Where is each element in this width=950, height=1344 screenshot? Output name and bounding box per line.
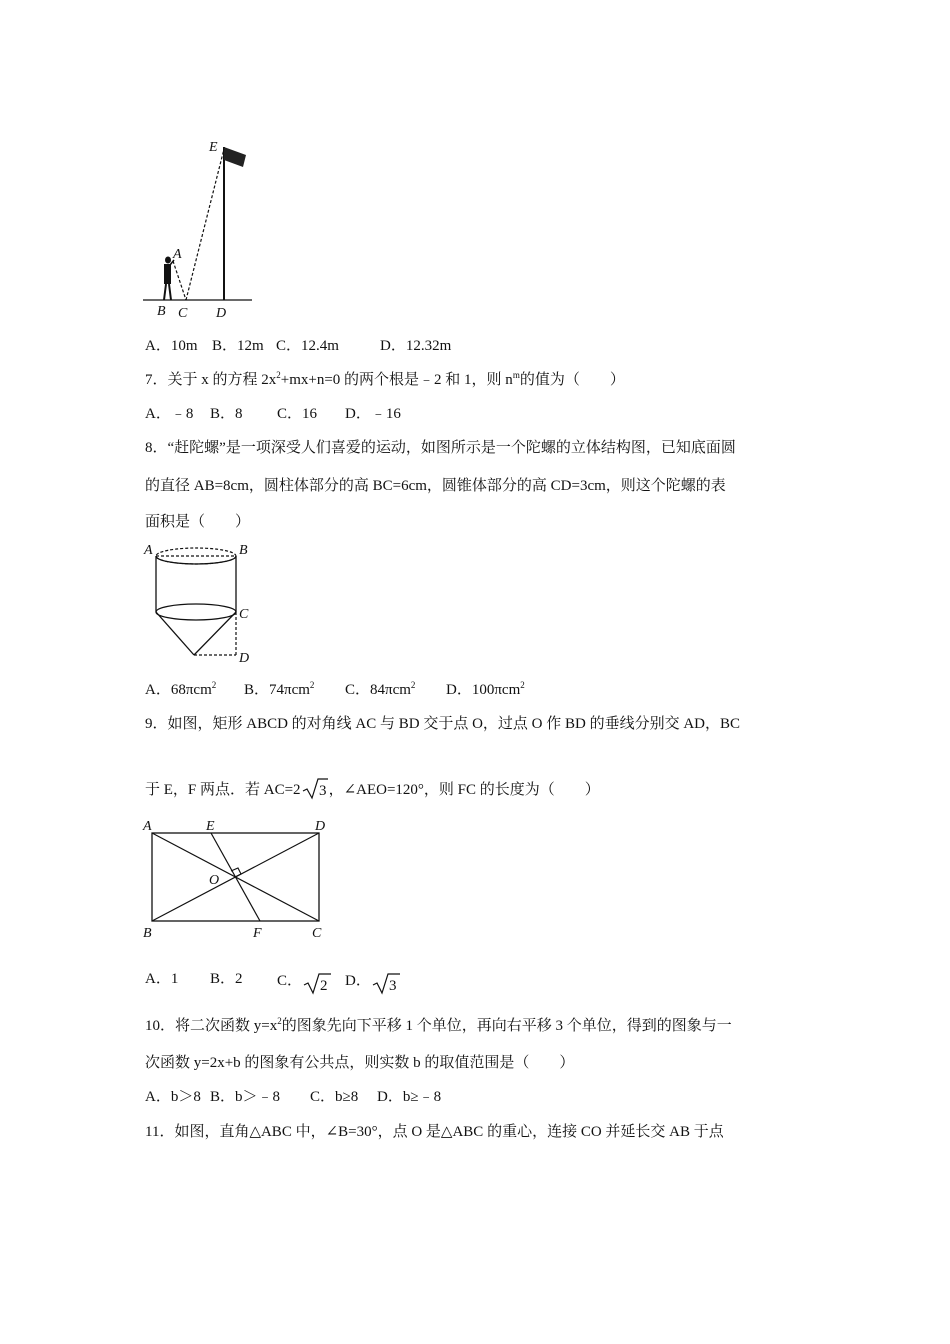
q9-option-d: D． 3 [345, 969, 401, 995]
q8-option-b: B．74πcm$^2$ [244, 680, 315, 698]
q8-option-a: A．68πcm$^2$ [145, 680, 217, 698]
q10-option-d: D．b≥﹣8 [377, 1089, 442, 1105]
q9-stem-line2: 于 E，F 两点．若 AC=2 3 ，∠AEO=120°，则 FC 的长度为（ ） [145, 776, 600, 800]
label-O: O [209, 873, 220, 888]
q6-option-c: C．12.4m [276, 338, 339, 354]
svg-text:3: 3 [388, 978, 397, 994]
svg-text:2: 2 [320, 978, 328, 994]
label-B: B [239, 543, 248, 558]
q7-option-a: A．﹣8 [145, 406, 194, 422]
sqrt-2-radical [302, 969, 332, 995]
label-C: C [239, 607, 249, 622]
q10-stem-line2: 次函数 y=2x+b 的图象有公共点，则实数 b 的取值范围是（ ） [145, 1055, 575, 1071]
label-A: A [144, 543, 153, 558]
q9-option-a: A．1 [145, 971, 179, 987]
q9-stem-line1: 9．如图，矩形 ABCD 的对角线 AC 与 BD 交于点 O，过点 O 作 BD 的垂线分别交 AD，BC [145, 716, 741, 732]
label-F: F [253, 926, 262, 941]
label-D: D [315, 819, 326, 834]
q11-stem-line1: 11．如图，直角△ABC 中，∠B=30°，点 O 是△ABC 的重心，连接 CO 并延长交 AB 于点 [145, 1124, 724, 1140]
svg-text:3: 3 [318, 783, 327, 799]
q10-stem-line1: 10．将二次函数 $y=x^2$的图象先向下平移 1 个单位，再向右平移 3 个单位，得到的图象与一 [145, 1016, 732, 1034]
q8-stem-line3: 面积是（ ） [145, 514, 251, 530]
label-D: D [239, 651, 250, 666]
label-E: E [206, 819, 215, 834]
flag [224, 147, 246, 167]
label-C: C [312, 926, 322, 941]
q6-option-a: A．10m [145, 338, 198, 354]
q8-stem-line2: 的直径 AB=8cm，圆柱体部分的高 BC=6cm，圆锥体部分的高 CD=3cm，则这个陀螺的表 [145, 478, 726, 494]
sqrt-3-radical [301, 776, 329, 800]
q6-option-d: D．12.32m [380, 338, 452, 354]
label-B: B [157, 304, 166, 319]
spinning-top-figure [140, 538, 265, 668]
q7-option-d: D．﹣16 [345, 406, 401, 422]
sight-line-ce [186, 149, 224, 300]
label-D: D [216, 306, 227, 321]
sqrt-3-radical-option [371, 969, 401, 995]
q8-stem-line1: 8．“赶陀螺”是一项深受人们喜爱的运动，如图所示是一个陀螺的立体结构图，已知底面圆 [145, 440, 736, 456]
base-ellipse [156, 604, 236, 620]
q7-option-c: C．16 [277, 406, 318, 422]
label-E: E [209, 140, 218, 155]
q7-stem: 7．关于 x 的方程 $2x^2+mx+n=0$ 的两个根是﹣2 和 1，则 $n^m$的值为（ ） [145, 370, 625, 388]
q7-option-b: B．8 [210, 406, 243, 422]
q8-option-d: D．100πcm$^2$ [446, 680, 525, 698]
rectangle-figure [140, 815, 340, 945]
q10-option-c: C．b≥8 [310, 1089, 359, 1105]
q9-option-b: B．2 [210, 971, 243, 987]
q9-option-c: C． 2 [277, 969, 332, 995]
q10-option-b: B．b＞﹣8 [210, 1089, 281, 1105]
label-B: B [143, 926, 152, 941]
label-C: C [178, 306, 188, 321]
label-A: A [143, 819, 152, 834]
q6-option-b: B．12m [212, 338, 264, 354]
flagpole-figure [140, 135, 260, 325]
person-icon [164, 257, 174, 301]
top-ellipse-front [156, 556, 236, 564]
sight-line-ac [173, 261, 186, 300]
q8-option-c: C．84πcm$^2$ [345, 680, 416, 698]
q10-option-a: A．b＞8 [145, 1089, 201, 1105]
label-A: A [173, 247, 182, 262]
